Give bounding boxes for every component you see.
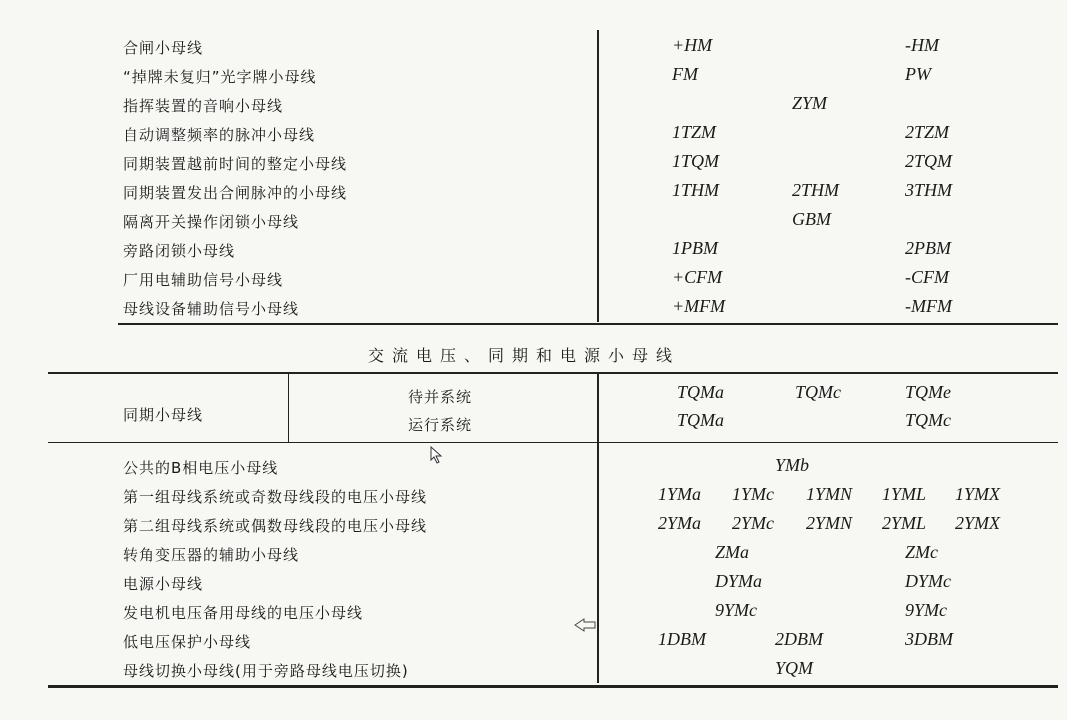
bus-code: 2YMc <box>732 513 774 533</box>
bus-code: 3THM <box>905 180 953 200</box>
row-label: 转角变压器的辅助小母线 <box>123 546 300 564</box>
bus-code: 1YMc <box>732 484 774 504</box>
mouse-cursor-icon <box>430 446 444 464</box>
rule-top-section <box>118 323 1058 325</box>
bus-code: -CFM <box>905 267 949 287</box>
bus-code: 1YML <box>882 484 927 504</box>
rule-sync-bottom <box>48 442 1058 443</box>
bus-code: 1TQM <box>672 151 720 171</box>
row-label: 低电压保护小母线 <box>123 633 252 651</box>
bus-code: FM <box>672 64 698 84</box>
sync-label: 同期小母线 <box>123 406 204 424</box>
bus-code: 2TZM <box>905 122 950 142</box>
row-label: 母线设备辅助信号小母线 <box>123 300 300 318</box>
sync-code: TQMe <box>905 382 951 402</box>
column-divider-bottom <box>597 443 599 683</box>
bus-code: ZYM <box>792 93 828 113</box>
sync-code: TQMc <box>795 382 841 402</box>
bus-code: PW <box>905 64 931 84</box>
bus-code: 2YMX <box>955 513 1000 533</box>
bus-code: YQM <box>775 658 814 678</box>
sync-sub1: 待并系统 <box>408 388 473 406</box>
row-label: 母线切换小母线(用于旁路母线电压切换) <box>123 662 409 680</box>
bus-code: 2DBM <box>775 629 823 649</box>
bus-code: 3DBM <box>905 629 953 649</box>
bus-code: ZMa <box>715 542 750 562</box>
bus-code: 9YMc <box>715 600 757 620</box>
bus-code: 1PBM <box>672 238 718 258</box>
bus-code: 2YMa <box>658 513 702 533</box>
bus-code: +MFM <box>672 296 726 316</box>
bus-code: 2YML <box>882 513 927 533</box>
sync-code: TQMa <box>677 382 725 402</box>
bus-code: 2TQM <box>905 151 953 171</box>
bus-code: ZMc <box>905 542 938 562</box>
bus-code: 2YMN <box>806 513 853 533</box>
bus-code: DYMa <box>715 571 763 591</box>
row-label: 厂用电辅助信号小母线 <box>123 271 284 289</box>
bus-code: 1THM <box>672 180 720 200</box>
row-label: 发电机电压备用母线的电压小母线 <box>123 604 364 622</box>
bus-code: GBM <box>792 209 831 229</box>
bus-code: 2THM <box>792 180 840 200</box>
row-label: 第二组母线系统或偶数母线段的电压小母线 <box>123 517 428 535</box>
bus-code: YMb <box>775 455 810 475</box>
sync-code: TQMc <box>905 410 951 430</box>
bus-code: 1TZM <box>672 122 717 142</box>
bus-code: +HM <box>672 35 713 55</box>
sync-divider-left <box>288 374 289 442</box>
column-divider-top <box>597 30 599 322</box>
row-label: 第一组母线系统或奇数母线段的电压小母线 <box>123 488 428 506</box>
row-label: 隔离开关操作闭锁小母线 <box>123 213 300 231</box>
bus-code: -HM <box>905 35 939 55</box>
bus-code: -MFM <box>905 296 952 316</box>
row-label: 旁路闭锁小母线 <box>123 242 236 260</box>
bus-code: DYMc <box>905 571 951 591</box>
row-label: 自动调整频率的脉冲小母线 <box>123 126 316 144</box>
row-label: 指挥装置的音响小母线 <box>123 97 284 115</box>
sync-sub2: 运行系统 <box>408 416 473 434</box>
bus-code: 1DBM <box>658 629 706 649</box>
sync-divider-right <box>597 374 599 442</box>
row-label: 公共的B相电压小母线 <box>123 459 279 477</box>
row-label: 同期装置发出合闸脉冲的小母线 <box>123 184 348 202</box>
bus-code: 9YMc <box>905 600 947 620</box>
bus-code: 2PBM <box>905 238 951 258</box>
sync-code: TQMa <box>677 410 725 430</box>
bus-code: 1YMX <box>955 484 1000 504</box>
bus-code: 1YMa <box>658 484 702 504</box>
row-label: “掉牌未复归”光字牌小母线 <box>123 68 317 86</box>
bus-code: 1YMN <box>806 484 853 504</box>
section-title: 交流电压、同期和电源小母线 <box>368 346 681 365</box>
bus-code: +CFM <box>672 267 723 287</box>
row-label: 电源小母线 <box>123 575 204 593</box>
row-label: 合闸小母线 <box>123 39 204 57</box>
rule-bottom <box>48 685 1058 688</box>
rule-section-bottom <box>48 372 1058 374</box>
pointer-arrow-icon <box>574 618 596 632</box>
row-label: 同期装置越前时间的整定小母线 <box>123 155 348 173</box>
